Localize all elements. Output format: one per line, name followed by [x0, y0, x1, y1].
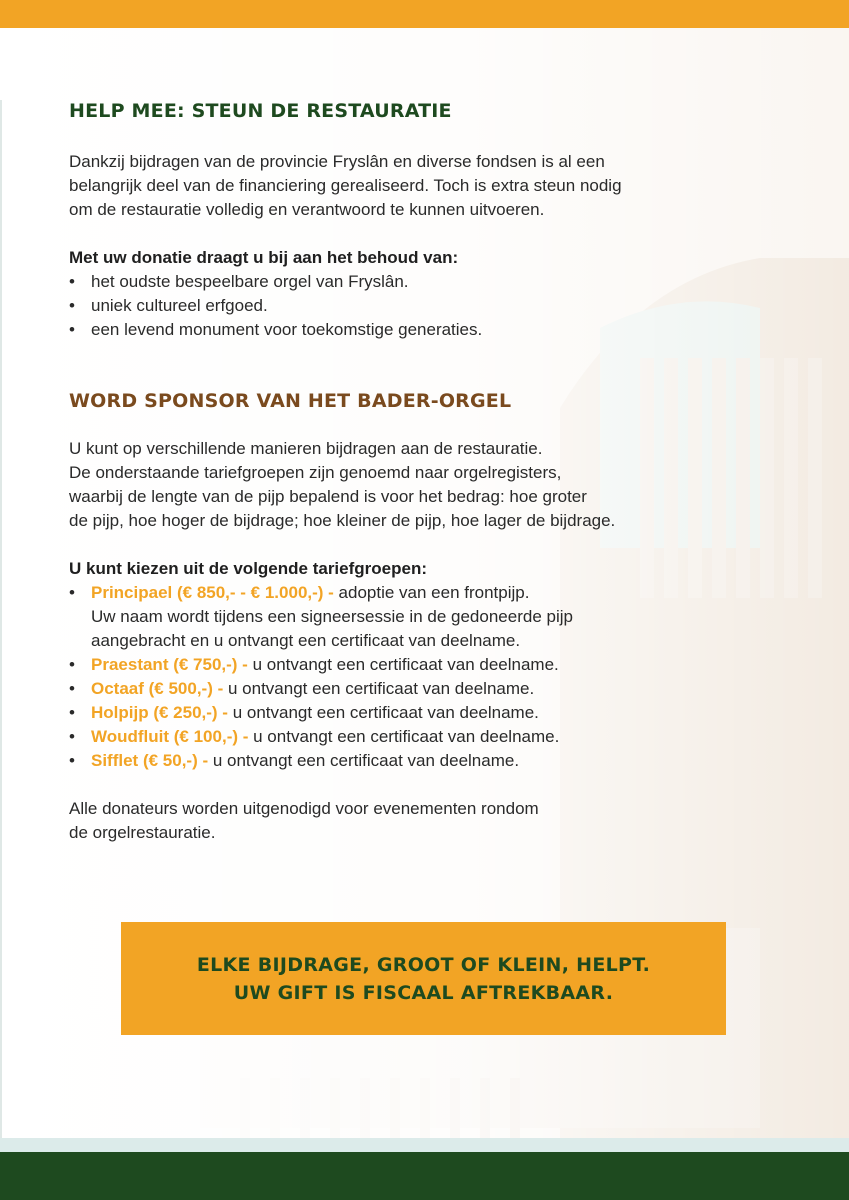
intro-line: waarbij de lengte van de pijp bepalend is voor het bedrag: hoe groter — [69, 487, 587, 506]
bullet-icon: • — [69, 272, 75, 291]
tier-name: Holpijp (€ 250,-) - — [91, 703, 228, 722]
tier-name: Woudfluit (€ 100,-) - — [91, 727, 249, 746]
cta-line-2: UW GIFT IS FISCAAL AFTREKBAAR. — [233, 981, 614, 1004]
bullet-icon: • — [69, 679, 75, 698]
tier-desc: u ontvangt een certificaat van deelname. — [227, 703, 539, 722]
tier-desc: u ontvangt een certificaat van deelname. — [247, 655, 559, 674]
tier-item-sifflet — [69, 749, 769, 773]
intro-line: Dankzij bijdragen van de provincie Fryslân en diverse fondsen is al een — [69, 152, 605, 171]
left-margin-rule — [0, 100, 2, 1140]
bullet-icon: • — [69, 751, 75, 770]
tier-item-holpijp — [69, 701, 769, 725]
tier-name: Sifflet (€ 50,-) - — [91, 751, 209, 770]
top-accent-bar — [0, 0, 849, 28]
tier-extra: aangebracht en u ontvangt een certificaat van deelname. — [91, 631, 521, 650]
intro-line: om de restauratie volledig en verantwoord te kunnen uitvoeren. — [69, 200, 545, 219]
list-item: • een levend monument voor toekomstige generaties. — [69, 318, 769, 342]
section2-title: WORD SPONSOR VAN HET BADER-ORGEL — [69, 390, 512, 412]
tier-item-woudfluit — [69, 725, 769, 749]
closing-text — [69, 797, 769, 845]
bullet-icon: • — [69, 296, 75, 315]
tier-desc: u ontvangt een certificaat van deelname. — [208, 751, 520, 770]
cta-banner — [121, 922, 726, 1035]
intro-line: de pijp, hoe hoger de bijdrage; hoe kleiner de pijp, hoe lager de bijdrage. — [69, 511, 616, 530]
main-content — [69, 100, 769, 845]
section1-title: HELP MEE: STEUN DE RESTAURATIE — [69, 100, 452, 122]
tier-item-octaaf — [69, 677, 769, 701]
tier-name: Octaaf (€ 500,-) - — [91, 679, 224, 698]
bullet-icon: • — [69, 727, 75, 746]
intro-line: De onderstaande tariefgroepen zijn genoemd naar orgelregisters, — [69, 463, 562, 482]
tier-name: Praestant (€ 750,-) - — [91, 655, 248, 674]
tier-item-praestant — [69, 653, 769, 677]
tier-list — [69, 581, 769, 773]
tier-item-principael — [69, 581, 769, 653]
footer-green-band — [0, 1152, 849, 1200]
bullet-icon: • — [69, 703, 75, 722]
section2-lead: U kunt kiezen uit de volgende tariefgroepen: — [69, 559, 427, 578]
intro-line: U kunt op verschillende manieren bijdragen aan de restauratie. — [69, 439, 543, 458]
cta-line-1: ELKE BIJDRAGE, GROOT OF KLEIN, HELPT. — [196, 953, 651, 976]
tier-desc: adoptie van een frontpijp. — [333, 583, 530, 602]
bullet-icon: • — [69, 655, 75, 674]
closing-line: Alle donateurs worden uitgenodigd voor evenementen rondom — [69, 799, 539, 818]
tier-desc: u ontvangt een certificaat van deelname. — [248, 727, 560, 746]
section1-bullets — [69, 270, 769, 342]
intro-line: belangrijk deel van de financiering gerealiseerd. Toch is extra steun nodig — [69, 176, 622, 195]
footer-light-band — [0, 1138, 849, 1152]
bullet-icon: • — [69, 320, 75, 339]
section1-intro — [69, 150, 769, 222]
section1-lead: Met uw donatie draagt u bij aan het behoud van: — [69, 248, 459, 267]
closing-line: de orgelrestauratie. — [69, 823, 216, 842]
section2-intro — [69, 437, 769, 533]
list-item: • het oudste bespeelbare orgel van Fryslân. — [69, 270, 769, 294]
bullet-icon: • — [69, 583, 75, 602]
list-item: • uniek cultureel erfgoed. — [69, 294, 769, 318]
tier-desc: u ontvangt een certificaat van deelname. — [223, 679, 535, 698]
tier-extra: Uw naam wordt tijdens een signeersessie in de gedoneerde pijp — [91, 607, 573, 626]
tier-name: Principael (€ 850,- - € 1.000,-) - — [91, 583, 334, 602]
